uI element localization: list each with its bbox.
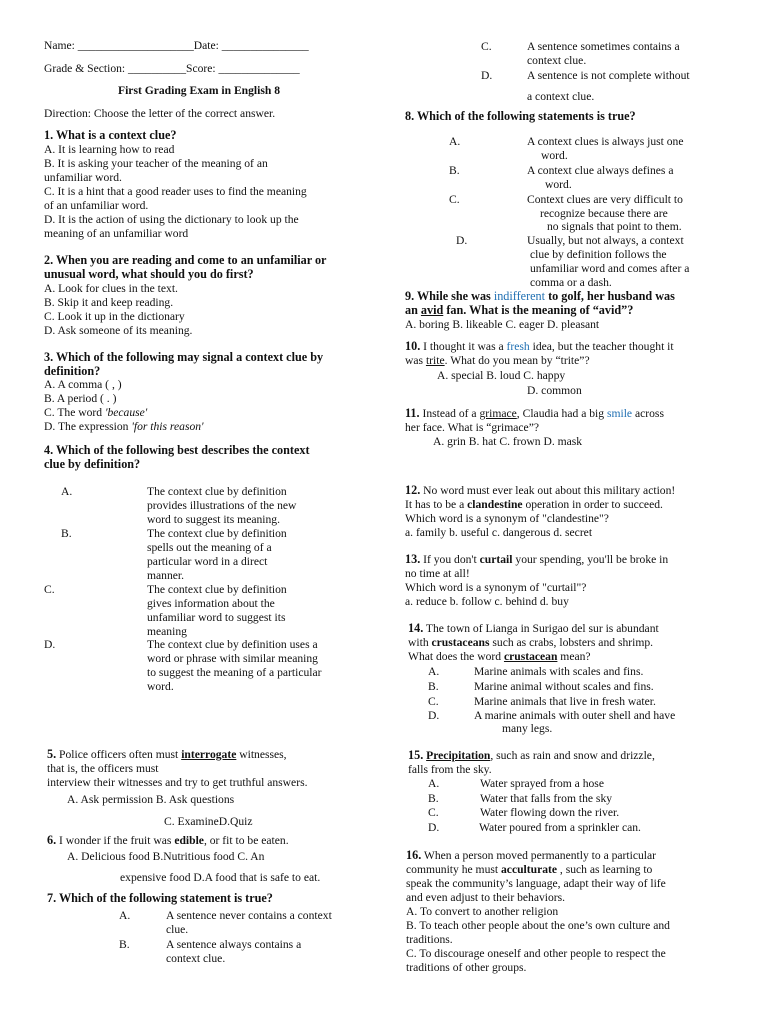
q1-option-b-cont: unfamiliar word. xyxy=(44,171,122,184)
q7-option-c-line: A sentence sometimes contains a xyxy=(527,40,680,53)
q15-option-d: Water poured from a sprinkler can. xyxy=(479,821,641,834)
q12-text: No word must ever leak out about this military action! xyxy=(420,484,676,497)
q14-keyword: crustaceans xyxy=(431,636,490,649)
q14-option-b: Marine animal without scales and fins. xyxy=(474,680,654,693)
q10-text-end: idea, but the teacher thought it xyxy=(529,340,674,353)
q16-option-b[interactable]: B. To teach other people about the one’s own culture and xyxy=(406,919,670,932)
q14-keyword-2: crustacean xyxy=(503,650,558,663)
q12-keyword: clandestine xyxy=(467,498,523,511)
q14-line3-post: mean? xyxy=(557,650,591,663)
q14-option-d-cont: many legs. xyxy=(502,722,553,735)
q4-option-a-line: The context clue by definition xyxy=(147,485,287,498)
q4-option-a-line: word to suggest its meaning. xyxy=(147,513,280,526)
q13-stem-cont: no time at all! xyxy=(405,567,470,580)
q15-option-b-letter[interactable]: B. xyxy=(428,792,439,805)
q9-text: 9. While she was xyxy=(405,289,494,303)
q14-option-b-letter[interactable]: B. xyxy=(428,680,439,693)
q5-keyword: interrogate xyxy=(181,748,237,761)
q11-text: Instead of a xyxy=(419,407,480,420)
q4-option-b-line: particular word in a direct xyxy=(147,555,268,568)
q4-option-d-line: word. xyxy=(147,680,174,693)
q14-stem xyxy=(408,622,659,636)
q4-option-d-line: to suggest the meaning of a particular xyxy=(147,666,322,679)
q14-option-c: Marine animals that live in fresh water. xyxy=(474,695,656,708)
q4-option-c-line: The context clue by definition xyxy=(147,583,287,596)
q14-question xyxy=(408,650,591,664)
q15-stem xyxy=(408,749,655,763)
q6-number: 6. xyxy=(47,833,57,847)
q12-line2-pre: It has to be a xyxy=(405,498,468,511)
q15-option-a-letter[interactable]: A. xyxy=(428,777,440,790)
q14-line2-pre: with xyxy=(408,636,432,649)
q7-option-b-line: context clue. xyxy=(166,952,226,965)
q11-text-end: across xyxy=(632,407,664,420)
q14-option-d-letter[interactable]: D. xyxy=(428,709,440,722)
q2-option-a[interactable]: A. Look for clues in the text. xyxy=(44,282,178,295)
q7-option-d-line: a context clue. xyxy=(527,90,595,103)
q16-keyword: acculturate xyxy=(501,863,558,876)
q4-option-a-line: provides illustrations of the new xyxy=(147,499,297,512)
q8-option-d-line: clue by definition follows the xyxy=(530,248,667,261)
q2-stem: 2. When you are reading and come to an unfamiliar or xyxy=(44,253,327,267)
q11-stem xyxy=(405,407,664,421)
q11-options[interactable]: A. grin B. hat C. frown D. mask xyxy=(433,435,583,448)
q7-stem: 7. Which of the following statement is true? xyxy=(47,891,273,905)
q5-text: Police officers often must xyxy=(56,748,182,761)
q7-option-a-letter[interactable]: A. xyxy=(119,909,131,922)
q15-option-c-letter[interactable]: C. xyxy=(428,806,439,819)
q8-option-a-line: A context clues is always just one xyxy=(527,135,684,148)
q3-option-c[interactable] xyxy=(44,406,147,420)
q12-number: 12. xyxy=(405,483,421,497)
q2-option-b[interactable]: B. Skip it and keep reading. xyxy=(44,296,174,309)
q5-text-end: witnesses, xyxy=(236,748,287,761)
q8-option-c-line: no signals that point to them. xyxy=(547,220,682,233)
q13-number: 13. xyxy=(405,552,421,566)
q10-text: I thought it was a xyxy=(420,340,507,353)
q9-line2-pre: an xyxy=(405,303,421,317)
q1-option-d[interactable]: D. It is the action of using the dictionary to look up the xyxy=(44,213,299,226)
q13-stem xyxy=(405,553,668,567)
q1-option-a[interactable]: A. It is learning how to read xyxy=(44,143,175,156)
q8-stem: 8. Which of the following statements is true? xyxy=(405,109,636,123)
q6-text: I wonder if the fruit was xyxy=(56,834,175,847)
q9-stem xyxy=(405,290,675,304)
q8-option-a-line: word. xyxy=(541,149,568,162)
q1-option-c[interactable]: C. It is a hint that a good reader uses to find the meaning xyxy=(44,185,307,198)
q4-option-c-line: meaning xyxy=(147,625,187,638)
q8-option-c-line: recognize because there are xyxy=(540,207,668,220)
q14-number: 14. xyxy=(408,621,424,635)
q6-options-abc[interactable]: A. Delicious food B.Nutritious food C. An xyxy=(67,850,265,863)
q8-option-b-line: A context clue always defines a xyxy=(527,164,674,177)
q3-option-a[interactable]: A. A comma ( , ) xyxy=(44,378,122,391)
q12-stem-cont xyxy=(405,498,663,512)
q16-text: When a person moved permanently to a particular xyxy=(421,849,657,862)
q11-keyword: grimace xyxy=(479,407,517,420)
q12-options[interactable]: a. family b. useful c. dangerous d. secret xyxy=(405,526,593,539)
q16-stem-cont xyxy=(406,863,652,877)
q7-option-a-line: A sentence never contains a context xyxy=(166,909,332,922)
q8-option-d-letter[interactable]: D. xyxy=(456,234,468,247)
q7-option-b-line: A sentence always contains a xyxy=(166,938,302,951)
q5-stem-cont: that is, the officers must xyxy=(47,762,159,775)
q5-stem xyxy=(47,748,287,762)
q8-option-a-letter[interactable]: A. xyxy=(449,135,461,148)
q7-option-c-line: context clue. xyxy=(527,54,587,67)
q6-text-end: , or fit to be eaten. xyxy=(203,834,289,847)
q8-option-b-line: word. xyxy=(545,178,572,191)
q2-option-c[interactable]: C. Look it up in the dictionary xyxy=(44,310,185,323)
q4-option-c-line: gives information about the xyxy=(147,597,275,610)
q9-blue-word: indifferent xyxy=(493,289,546,303)
q8-option-c-letter[interactable]: C. xyxy=(449,193,460,206)
q5-options-ab[interactable]: A. Ask permission B. Ask questions xyxy=(67,793,235,806)
q5-number: 5. xyxy=(47,747,57,761)
q11-blue-word: smile xyxy=(606,407,633,420)
q7-option-a-line: clue. xyxy=(166,923,189,936)
q5-stem-cont2: interview their witnesses and try to get truthful answers. xyxy=(47,776,308,789)
q4-option-d-letter[interactable]: D. xyxy=(44,638,56,651)
q10-option-d[interactable]: D. common xyxy=(527,384,582,397)
q14-line2-post: such as crabs, lobsters and shrimp. xyxy=(489,636,654,649)
q7-option-b-letter[interactable]: B. xyxy=(119,938,130,951)
q7-option-d-line: A sentence is not complete without xyxy=(527,69,690,82)
q16-number: 16. xyxy=(406,848,422,862)
q3-option-d[interactable] xyxy=(44,420,204,434)
q9-line2-post: fan. What is the meaning of “avid”? xyxy=(443,303,634,317)
q8-option-d-line: Usually, but not always, a context xyxy=(527,234,684,247)
q13-question: Which word is a synonym of "curtail"? xyxy=(405,581,587,594)
q16-line2-pre: community he must xyxy=(406,863,501,876)
q3-option-c-italic: 'because' xyxy=(104,406,148,419)
q1-option-b[interactable]: B. It is asking your teacher of the meaning of an xyxy=(44,157,268,170)
q8-option-d-line: comma or a dash. xyxy=(530,276,612,289)
q9-text-end: to golf, her husband was xyxy=(545,289,675,303)
q8-option-b-letter[interactable]: B. xyxy=(449,164,460,177)
q3-option-d-text: D. The expression xyxy=(44,420,132,433)
name-date-line[interactable]: Name: ____________________Date: _______________ xyxy=(44,39,309,52)
q15-option-d-letter[interactable]: D. xyxy=(428,821,440,834)
q8-option-d-line: unfamiliar word and comes after a xyxy=(530,262,690,275)
q4-stem: 4. Which of the following best describes the context xyxy=(44,443,310,457)
q3-option-d-italic: 'for this reason' xyxy=(131,420,204,433)
q10-number: 10. xyxy=(405,339,421,353)
q10-stem xyxy=(405,340,674,354)
q11-text-mid: , Claudia had a big xyxy=(516,407,607,420)
q4-option-c-letter[interactable]: C. xyxy=(44,583,55,596)
q4-option-b-letter[interactable]: B. xyxy=(61,527,72,540)
q16-option-a[interactable]: A. To convert to another religion xyxy=(406,905,559,918)
q6-keyword: edible xyxy=(174,834,204,847)
q1-option-c-cont: of an unfamiliar word. xyxy=(44,199,149,212)
q14-option-d: A marine animals with outer shell and have xyxy=(474,709,676,722)
grade-score-line[interactable]: Grade & Section: __________Score: ______________ xyxy=(44,62,300,75)
q16-option-c[interactable]: C. To discourage oneself and other people to respect the xyxy=(406,947,666,960)
q15-stem-cont: falls from the sky. xyxy=(408,763,492,776)
q2-option-d[interactable]: D. Ask someone of its meaning. xyxy=(44,324,193,337)
q2-stem-cont: unusual word, what should you do first? xyxy=(44,267,254,281)
q14-option-a: Marine animals with scales and fins. xyxy=(474,665,644,678)
q10-line2-post: . What do you mean by “trite”? xyxy=(444,354,590,367)
q10-blue-word: fresh xyxy=(506,340,530,353)
q5-options-cd[interactable]: C. ExamineD.Quiz xyxy=(164,815,253,828)
q7-option-c-letter[interactable]: C. xyxy=(481,40,492,53)
q14-text: The town of Lianga in Surigao del sur is abundant xyxy=(423,622,659,635)
q14-option-c-letter[interactable]: C. xyxy=(428,695,439,708)
q3-stem-cont: definition? xyxy=(44,364,101,378)
q16-option-b-cont: traditions. xyxy=(406,933,453,946)
q4-option-d-line: word or phrase with similar meaning xyxy=(147,652,318,665)
q9-stem-cont xyxy=(405,304,633,318)
q3-option-b[interactable]: B. A period ( . ) xyxy=(44,392,117,405)
direction-text: Direction: Choose the letter of the correct answer. xyxy=(44,107,276,120)
q7-option-d-letter[interactable]: D. xyxy=(481,69,493,82)
q12-stem xyxy=(405,484,675,498)
q14-line3-pre: What does the word xyxy=(408,650,504,663)
exam-title: First Grading Exam in English 8 xyxy=(118,84,281,97)
q15-number: 15. xyxy=(408,748,424,762)
q15-option-b: Water that falls from the sky xyxy=(480,792,613,805)
q3-option-c-text: C. The word xyxy=(44,406,105,419)
q16-stem-cont3: and even adjust to their behaviors. xyxy=(406,891,566,904)
q10-line2-pre: was xyxy=(405,354,426,367)
q6-stem xyxy=(47,834,289,848)
q13-text-end: your spending, you'll be broke in xyxy=(512,553,669,566)
q15-option-c: Water flowing down the river. xyxy=(480,806,620,819)
q15-option-a: Water sprayed from a hose xyxy=(480,777,604,790)
q1-option-d-cont: meaning of an unfamiliar word xyxy=(44,227,189,240)
q4-option-b-line: spells out the meaning of a xyxy=(147,541,272,554)
q10-stem-cont xyxy=(405,354,590,368)
q16-stem xyxy=(406,849,656,863)
q9-options[interactable]: A. boring B. likeable C. eager D. pleasant xyxy=(405,318,600,331)
q4-stem-cont: clue by definition? xyxy=(44,457,141,471)
q10-keyword: trite xyxy=(425,354,445,367)
q4-option-b-line: manner. xyxy=(147,569,185,582)
q14-stem-cont xyxy=(408,636,653,650)
q4-option-b-line: The context clue by definition xyxy=(147,527,287,540)
q11-number: 11. xyxy=(405,406,420,420)
q16-option-c-cont: traditions of other groups. xyxy=(406,961,527,974)
q1-stem: 1. What is a context clue? xyxy=(44,128,177,142)
q10-options-abc[interactable]: A. special B. loud C. happy xyxy=(437,369,566,382)
q6-options-cd[interactable]: expensive food D.A food that is safe to eat. xyxy=(120,871,321,884)
q4-option-c-line: unfamiliar word to suggest its xyxy=(147,611,286,624)
q14-option-a-letter[interactable]: A. xyxy=(428,665,440,678)
q16-stem-cont2: speak the community’s language, adapt their way of life xyxy=(406,877,666,890)
q15-text-end: , such as rain and snow and drizzle, xyxy=(490,749,655,762)
q3-stem: 3. Which of the following may signal a context clue by xyxy=(44,350,324,364)
q15-keyword: Precipitation xyxy=(426,749,491,762)
q9-keyword: avid xyxy=(420,303,444,317)
q4-option-d-line: The context clue by definition uses a xyxy=(147,638,318,651)
q13-options[interactable]: a. reduce b. follow c. behind d. buy xyxy=(405,595,569,608)
q12-question: Which word is a synonym of "clandestine"? xyxy=(405,512,609,525)
q16-line2-post: , such as learning to xyxy=(557,863,653,876)
q4-option-a-letter[interactable]: A. xyxy=(61,485,73,498)
q12-line2-post: operation in order to succeed. xyxy=(522,498,663,511)
q8-option-c-line: Context clues are very difficult to xyxy=(527,193,683,206)
q11-stem-cont: her face. What is “grimace”? xyxy=(405,421,539,434)
q13-text: If you don't xyxy=(420,553,480,566)
q13-keyword: curtail xyxy=(479,553,513,566)
